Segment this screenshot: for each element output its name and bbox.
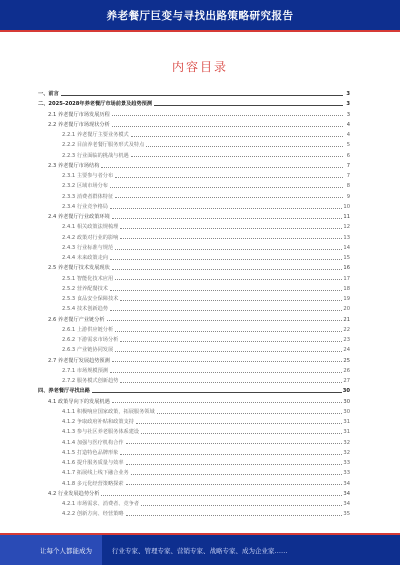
- toc-entry-page: 14: [343, 244, 350, 251]
- toc-entry[interactable]: [48, 355, 350, 364]
- toc-entry-label: 2.6.1 上游供应链分析: [62, 326, 114, 333]
- toc-leader-dots: [146, 146, 343, 147]
- toc-entry-page: 4: [346, 132, 350, 139]
- toc-entry-label: 2.2.1 养老餐厅主要业务模式: [62, 132, 129, 139]
- toc-entry[interactable]: [62, 406, 350, 415]
- report-header: [0, 0, 400, 30]
- toc-entry[interactable]: [48, 262, 350, 271]
- toc-leader-dots: [141, 433, 342, 434]
- toc-leader-dots: [110, 290, 342, 291]
- toc-entry-label: 2.7.1 市场规模预测: [62, 367, 108, 374]
- toc-entry[interactable]: [62, 201, 350, 210]
- toc-entry[interactable]: [48, 488, 350, 497]
- toc-entry[interactable]: [62, 334, 350, 343]
- toc-entry-label: 2.5.1 智能化技术应用: [62, 275, 114, 282]
- toc-leader-dots: [136, 423, 342, 424]
- report-title: 养老餐厅巨变与寻找出路策略研究报告: [106, 9, 294, 22]
- toc-entry-label: 2.7 养老餐厅发展趋势预测: [48, 357, 110, 364]
- toc-leader-dots: [101, 167, 343, 168]
- toc-leader-dots: [112, 115, 343, 116]
- toc-entry-label: 4.1.1 积极响应国家政策，拓展服务领域: [62, 408, 155, 415]
- toc-entry-page: 12: [343, 224, 350, 231]
- toc-entry[interactable]: [38, 385, 350, 394]
- toc-entry-page: 30: [343, 408, 350, 415]
- toc-leader-dots: [110, 310, 342, 311]
- toc-entry-label: 2.6.2 下游需求市场分析: [62, 337, 119, 344]
- toc-entry[interactable]: [62, 498, 350, 507]
- toc-leader-dots: [120, 454, 342, 455]
- toc-leader-dots: [92, 392, 342, 393]
- toc-leader-dots: [107, 320, 343, 321]
- toc-entry[interactable]: [62, 293, 350, 302]
- toc-leader-dots: [126, 515, 343, 516]
- toc-entry[interactable]: [62, 191, 350, 200]
- toc-leader-dots: [112, 402, 343, 403]
- toc-entry[interactable]: [62, 508, 350, 517]
- toc-entry[interactable]: [62, 437, 350, 446]
- toc-entry[interactable]: [62, 170, 350, 179]
- toc-entry[interactable]: [62, 344, 350, 353]
- toc-leader-dots: [131, 156, 343, 157]
- toc-entry-page: 21: [343, 316, 350, 323]
- toc-entry-label: 4.2 行业发展趋势分析: [48, 490, 100, 497]
- toc-entry[interactable]: [62, 129, 350, 138]
- toc-entry-page: 8: [346, 183, 350, 190]
- toc-entry-page: 25: [343, 357, 350, 364]
- toc-entry[interactable]: [48, 314, 350, 323]
- toc-entry-label: 2.5.2 营养配餐技术: [62, 285, 108, 292]
- toc-entry-label: 2.4.2 政策对行业的影响: [62, 234, 119, 241]
- toc-entry-page: 23: [343, 337, 350, 344]
- toc-entry-label: 2.3 养老餐厅市场结构: [48, 162, 100, 169]
- toc-entry-page: 5: [346, 142, 350, 149]
- toc-entry-label: 2.2.2 目前养老餐厅服务形式及特点: [62, 142, 145, 149]
- toc-entry-page: 16: [343, 265, 350, 272]
- toc-entry-label: 一、前言: [38, 91, 59, 98]
- toc-leader-dots: [120, 300, 342, 301]
- toc-entry-page: 35: [343, 511, 350, 518]
- toc-entry[interactable]: [48, 396, 350, 405]
- toc-entry-page: 6: [346, 152, 350, 159]
- toc-leader-dots: [112, 126, 343, 127]
- toc-entry-page: 34: [343, 501, 350, 508]
- toc-entry[interactable]: [62, 150, 350, 159]
- toc-entry-label: 2.3.3 消费者群体特征: [62, 193, 114, 200]
- toc-entry-label: 2.5.4 技术创新趋势: [62, 306, 108, 313]
- toc-entry-label: 2.1 养老餐厅市场发展历程: [48, 111, 110, 118]
- toc-entry-label: 2.3.4 行业竞争格局: [62, 203, 108, 210]
- toc-leader-dots: [126, 443, 343, 444]
- toc-entry-label: 4.1.2 争取政府补贴和政策支持: [62, 419, 134, 426]
- toc-entry-label: 4.1.4 加强与医疗机构合作: [62, 439, 124, 446]
- toc-entry-page: 20: [343, 306, 350, 313]
- toc-entry[interactable]: [62, 180, 350, 189]
- toc-entry-label: 4.1.6 提升服务质量与效率: [62, 460, 124, 467]
- toc-entry-page: 32: [343, 439, 350, 446]
- toc-entry[interactable]: [62, 447, 350, 456]
- toc-entry-page: 3: [346, 101, 350, 108]
- toc-entry-page: 10: [343, 203, 350, 210]
- toc-leader-dots: [112, 218, 343, 219]
- toc-entry-label: 2.3.1 主要参与者分布: [62, 173, 114, 180]
- toc-entry-page: 33: [343, 460, 350, 467]
- toc-entry-page: 7: [346, 173, 350, 180]
- toc-entry-label: 4.1.7 拓展线上线下融合业务: [62, 470, 129, 477]
- toc-entry[interactable]: [62, 139, 350, 148]
- header-accent-line: [0, 30, 400, 32]
- toc-entry-page: 11: [343, 214, 350, 221]
- toc-entry-page: 3: [346, 91, 350, 98]
- toc-entry[interactable]: [62, 457, 350, 466]
- toc-leader-dots: [110, 259, 342, 260]
- toc-entry[interactable]: [48, 109, 350, 118]
- toc-leader-dots: [110, 208, 342, 209]
- toc-leader-dots: [101, 495, 342, 496]
- toc-entry-page: 34: [343, 480, 350, 487]
- toc-entry-page: 26: [343, 367, 350, 374]
- toc-entry-label: 二、2025-2028年养老餐厅市场前景及趋势预测: [38, 101, 153, 108]
- toc-entry-label: 4.1.8 多元化经营策略探索: [62, 480, 124, 487]
- toc-entry-page: 30: [343, 398, 350, 405]
- toc-leader-dots: [115, 177, 343, 178]
- toc-entry-label: 2.6 养老餐厅产业链分析: [48, 316, 105, 323]
- toc-entry[interactable]: [62, 283, 350, 292]
- footer-slogan: 让每个人都能成为: [0, 535, 102, 565]
- toc-entry-label: 4.1 政策导向下的发展机遇: [48, 398, 110, 405]
- toc-entry[interactable]: [48, 211, 350, 220]
- toc-entry[interactable]: [62, 426, 350, 435]
- toc-entry-label: 2.6.3 产业链协同发展: [62, 347, 114, 354]
- toc-entry-label: 4.1.3 参与社区养老服务体系建设: [62, 429, 140, 436]
- toc-entry-page: 22: [343, 326, 350, 333]
- toc-entry-label: 4.2.2 创新方向、经营策略: [62, 511, 124, 518]
- toc-entry[interactable]: [48, 119, 350, 128]
- toc-entry[interactable]: [62, 365, 350, 374]
- toc-entry-label: 4.1.5 打造特色品牌形象: [62, 449, 119, 456]
- toc-leader-dots: [115, 197, 343, 198]
- toc-entry-page: 3: [346, 111, 350, 118]
- toc-leader-dots: [110, 187, 343, 188]
- toc-entry[interactable]: [62, 252, 350, 261]
- toc-entry[interactable]: [62, 303, 350, 312]
- toc-leader-dots: [120, 228, 342, 229]
- toc-leader-dots: [120, 341, 342, 342]
- toc-entry-label: 四、养老餐厅寻找出路: [38, 388, 90, 395]
- toc-entry[interactable]: [62, 375, 350, 384]
- toc-entry-label: 4.2.1 市场需求、消费者、竞争者: [62, 501, 140, 508]
- toc-entry-label: 2.5.3 食品安全保障技术: [62, 296, 119, 303]
- toc-entry-page: 27: [343, 378, 350, 385]
- toc-leader-dots: [154, 105, 343, 106]
- toc-title: 内容目录: [171, 60, 228, 74]
- toc-entry-page: 19: [343, 296, 350, 303]
- toc-entry-label: 2.4 养老餐厅行业政策环境: [48, 214, 110, 221]
- toc-entry[interactable]: [38, 98, 350, 107]
- toc-entry-label: 2.4.3 行业标准与规范: [62, 244, 114, 251]
- toc-leader-dots: [115, 249, 342, 250]
- toc-entry[interactable]: [38, 88, 350, 97]
- toc-entry-page: 30: [342, 388, 350, 395]
- toc-entry[interactable]: [48, 160, 350, 169]
- toc-entry-page: 9: [346, 193, 350, 200]
- toc-entry[interactable]: [62, 242, 350, 251]
- toc-entry[interactable]: [62, 273, 350, 282]
- toc-entry-page: 31: [343, 419, 350, 426]
- toc-leader-dots: [112, 361, 343, 362]
- toc-leader-dots: [112, 269, 343, 270]
- toc-leader-dots: [131, 136, 343, 137]
- toc-leader-dots: [157, 413, 343, 414]
- toc-entry[interactable]: [62, 467, 350, 476]
- toc-entry-page: 34: [343, 490, 350, 497]
- toc-leader-dots: [115, 279, 342, 280]
- toc-entry-page: 13: [343, 234, 350, 241]
- toc-entry[interactable]: [62, 221, 350, 230]
- toc-leader-dots: [115, 351, 342, 352]
- toc-entry-label: 2.5 养老餐厅技术发展现状: [48, 265, 110, 272]
- toc-leader-dots: [126, 464, 343, 465]
- toc-entry-label: 2.7.2 服务模式创新趋势: [62, 378, 119, 385]
- toc-entry-label: 2.2 养老餐厅市场现状分析: [48, 121, 110, 128]
- toc-leader-dots: [131, 474, 343, 475]
- toc-entry[interactable]: [62, 478, 350, 487]
- report-footer: [0, 535, 400, 565]
- toc-entry-page: 24: [343, 347, 350, 354]
- toc-entry-label: 2.3.2 区域市场分布: [62, 183, 108, 190]
- toc-leader-dots: [110, 372, 342, 373]
- toc-entry[interactable]: [62, 324, 350, 333]
- footer-tagline: 行业专家、管理专家、营销专家、战略专家、成为企业家……: [112, 546, 288, 555]
- toc-leader-dots: [120, 238, 342, 239]
- toc-entry[interactable]: [62, 416, 350, 425]
- toc-entry[interactable]: [62, 232, 350, 241]
- toc-entry-page: 32: [343, 449, 350, 456]
- toc-entry-page: 18: [343, 285, 350, 292]
- toc-leader-dots: [126, 484, 343, 485]
- toc-entry-page: 31: [343, 429, 350, 436]
- toc-entry-page: 15: [343, 255, 350, 262]
- toc-entry-page: 7: [346, 162, 350, 169]
- toc-entry-page: 4: [346, 121, 350, 128]
- toc-entry-label: 2.4.4 未来政策走向: [62, 255, 108, 262]
- toc-entry-page: 17: [343, 275, 350, 282]
- toc-entry-label: 2.4.1 相关政策法规梳理: [62, 224, 119, 231]
- toc-leader-dots: [61, 95, 343, 96]
- toc-entry-label: 2.2.3 行业面临的挑战与机遇: [62, 152, 129, 159]
- toc-leader-dots: [115, 331, 342, 332]
- toc-entry-page: 33: [343, 470, 350, 477]
- toc-leader-dots: [141, 505, 342, 506]
- toc-leader-dots: [120, 382, 342, 383]
